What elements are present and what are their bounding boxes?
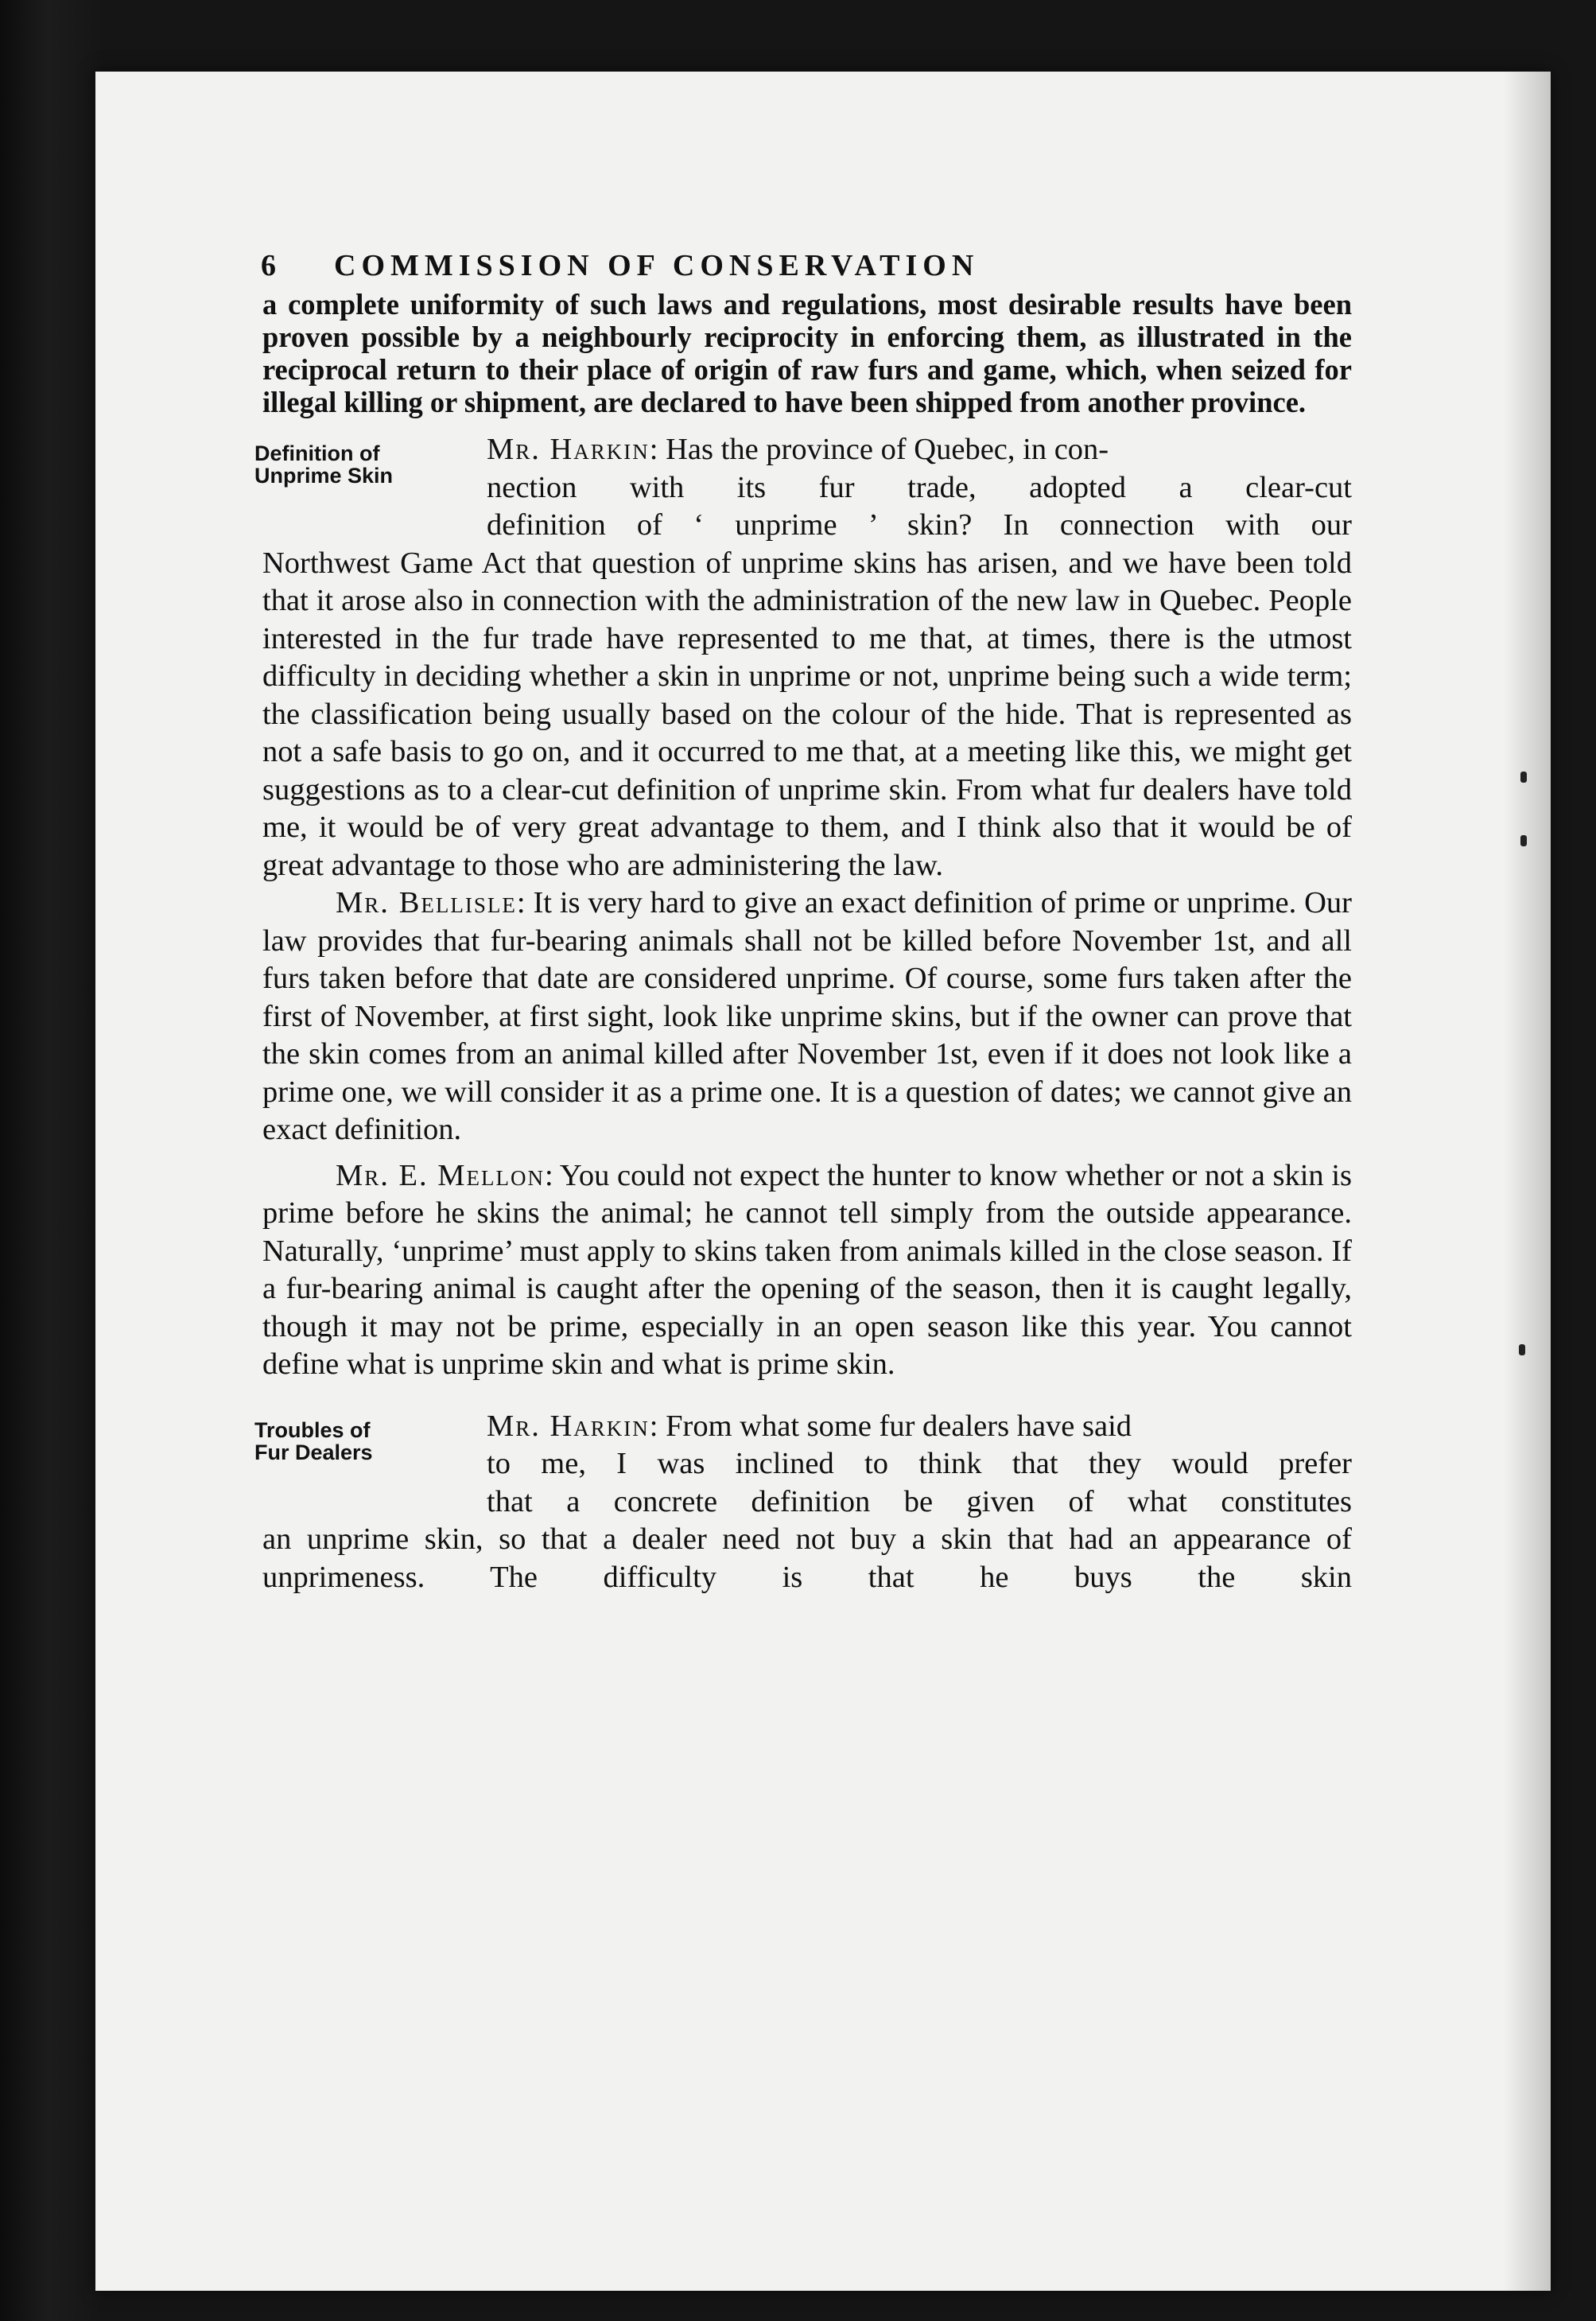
speaker-name: Mr. Harkin [487, 433, 650, 466]
speaker-colon: : [649, 1409, 658, 1443]
hanging-line-text: From what some fur dealers have said [666, 1409, 1132, 1443]
paragraph-continued: a complete uniformity of such laws and regulations, most desirable results have been proven possible by a neighbourly reciprocity in enforcing them, as illustrated in the reciprocal return to their place of origin of raw furs and game, which, when seized for illegal killing or shipment, are declared to have been shipped from another province. [262, 288, 1352, 418]
paragraph-body: an unprime skin, so that a dealer need not buy a skin that had an appearance of unprimeness. The difficulty is that he buys the skin [262, 1522, 1352, 1594]
edge-mark [1520, 772, 1527, 783]
hanging-line [487, 431, 1352, 469]
running-head [261, 248, 1352, 283]
sidenote-line: Fur Dealers [254, 1440, 373, 1464]
paragraph-bellisle [262, 884, 1352, 1149]
paragraph-body: Northwest Game Act that question of unprime skins has arisen, and we have been told that it arose also in connection with the administration of the new law in Quebec. People interested in the fur trade have represented to me that, at times, there is the utmost difficulty in deciding whether a skin in unprime or not, unprime being such a wide term; the classification being usually based on the colour of the hide. That is represented as not a safe basis to go on, and it occurred to me that, at a meeting like this, we might get suggestions as to a clear-cut definition of unprime skin. From what fur dealers have told me, it would be of very great advantage to them, and I think also that it would be of great advantage to those who are administering the law. [262, 546, 1352, 882]
paragraph-text: You could not expect the hunter to know whether or not a skin is prime before he skins the animal; he cannot tell simply from the outside appearance. Naturally, ‘unprime’ must apply to skins taken from animals killed in the close season. If a fur-bearing animal is caught after the opening of the season, then it is caught legally, though it may not be prime, especially in an open season like this year. You cannot define what is unprime skin and what is prime skin. [262, 1158, 1352, 1381]
page-number: 6 [261, 249, 276, 282]
sidenote-line: Definition of [254, 441, 380, 465]
hanging-line: that a concrete definition be given of what constitutes [487, 1484, 1352, 1518]
spacer [262, 1149, 1352, 1157]
edge-mark [1519, 1344, 1525, 1355]
spacer [262, 418, 1352, 431]
sidenote-definition-of-unprime-skin [254, 442, 445, 487]
speaker-name: Mr. Bellisle [336, 886, 517, 919]
hanging-line-text: Has the province of Quebec, in con- [666, 433, 1109, 466]
page-content [254, 248, 1352, 1596]
hanging-line: definition of ‘ unprime ’ skin? In connection with our [487, 508, 1352, 542]
hanging-lines [487, 431, 1352, 545]
hanging-line: to me, I was inclined to think that they would prefer [487, 1447, 1352, 1480]
spacer [262, 1384, 1352, 1408]
running-head-title: COMMISSION OF CONSERVATION [334, 249, 980, 282]
paragraph-mellon [262, 1157, 1352, 1384]
hanging-line: nection with its fur trade, adopted a clear-cut [487, 470, 1352, 504]
sidenote-line: Troubles of [254, 1417, 371, 1442]
speaker-colon: : [516, 886, 526, 919]
speaker-name: Mr. Harkin [487, 1409, 650, 1443]
speaker-colon: : [545, 1158, 553, 1192]
edge-mark [1520, 835, 1527, 846]
section-troubles-of-fur-dealers [254, 1408, 1352, 1597]
hanging-lines [487, 1408, 1352, 1522]
sidenote-line: Unprime Skin [254, 464, 394, 488]
sidenote-troubles-of-fur-dealers [254, 1419, 445, 1464]
speaker-name: Mr. E. Mellon [336, 1158, 545, 1192]
hanging-line [487, 1408, 1352, 1446]
paragraph-text: It is very hard to give an exact definition of prime or unprime. Our law provides that fur-bearing animals shall not be killed before November 1st, and all furs taken before that date are considered unprime. Of course, some furs taken after the first of November, at first sight, look like unprime skins, but if the owner can prove that the skin comes from an animal killed after November 1st, even if it does not look like a prime one, we will consider it as a prime one. It is a question of dates; we cannot give an exact definition. [262, 886, 1352, 1146]
page-edge-shadow [1503, 72, 1551, 2291]
section-definition-of-unprime-skin [254, 431, 1352, 884]
speaker-colon: : [649, 433, 658, 466]
